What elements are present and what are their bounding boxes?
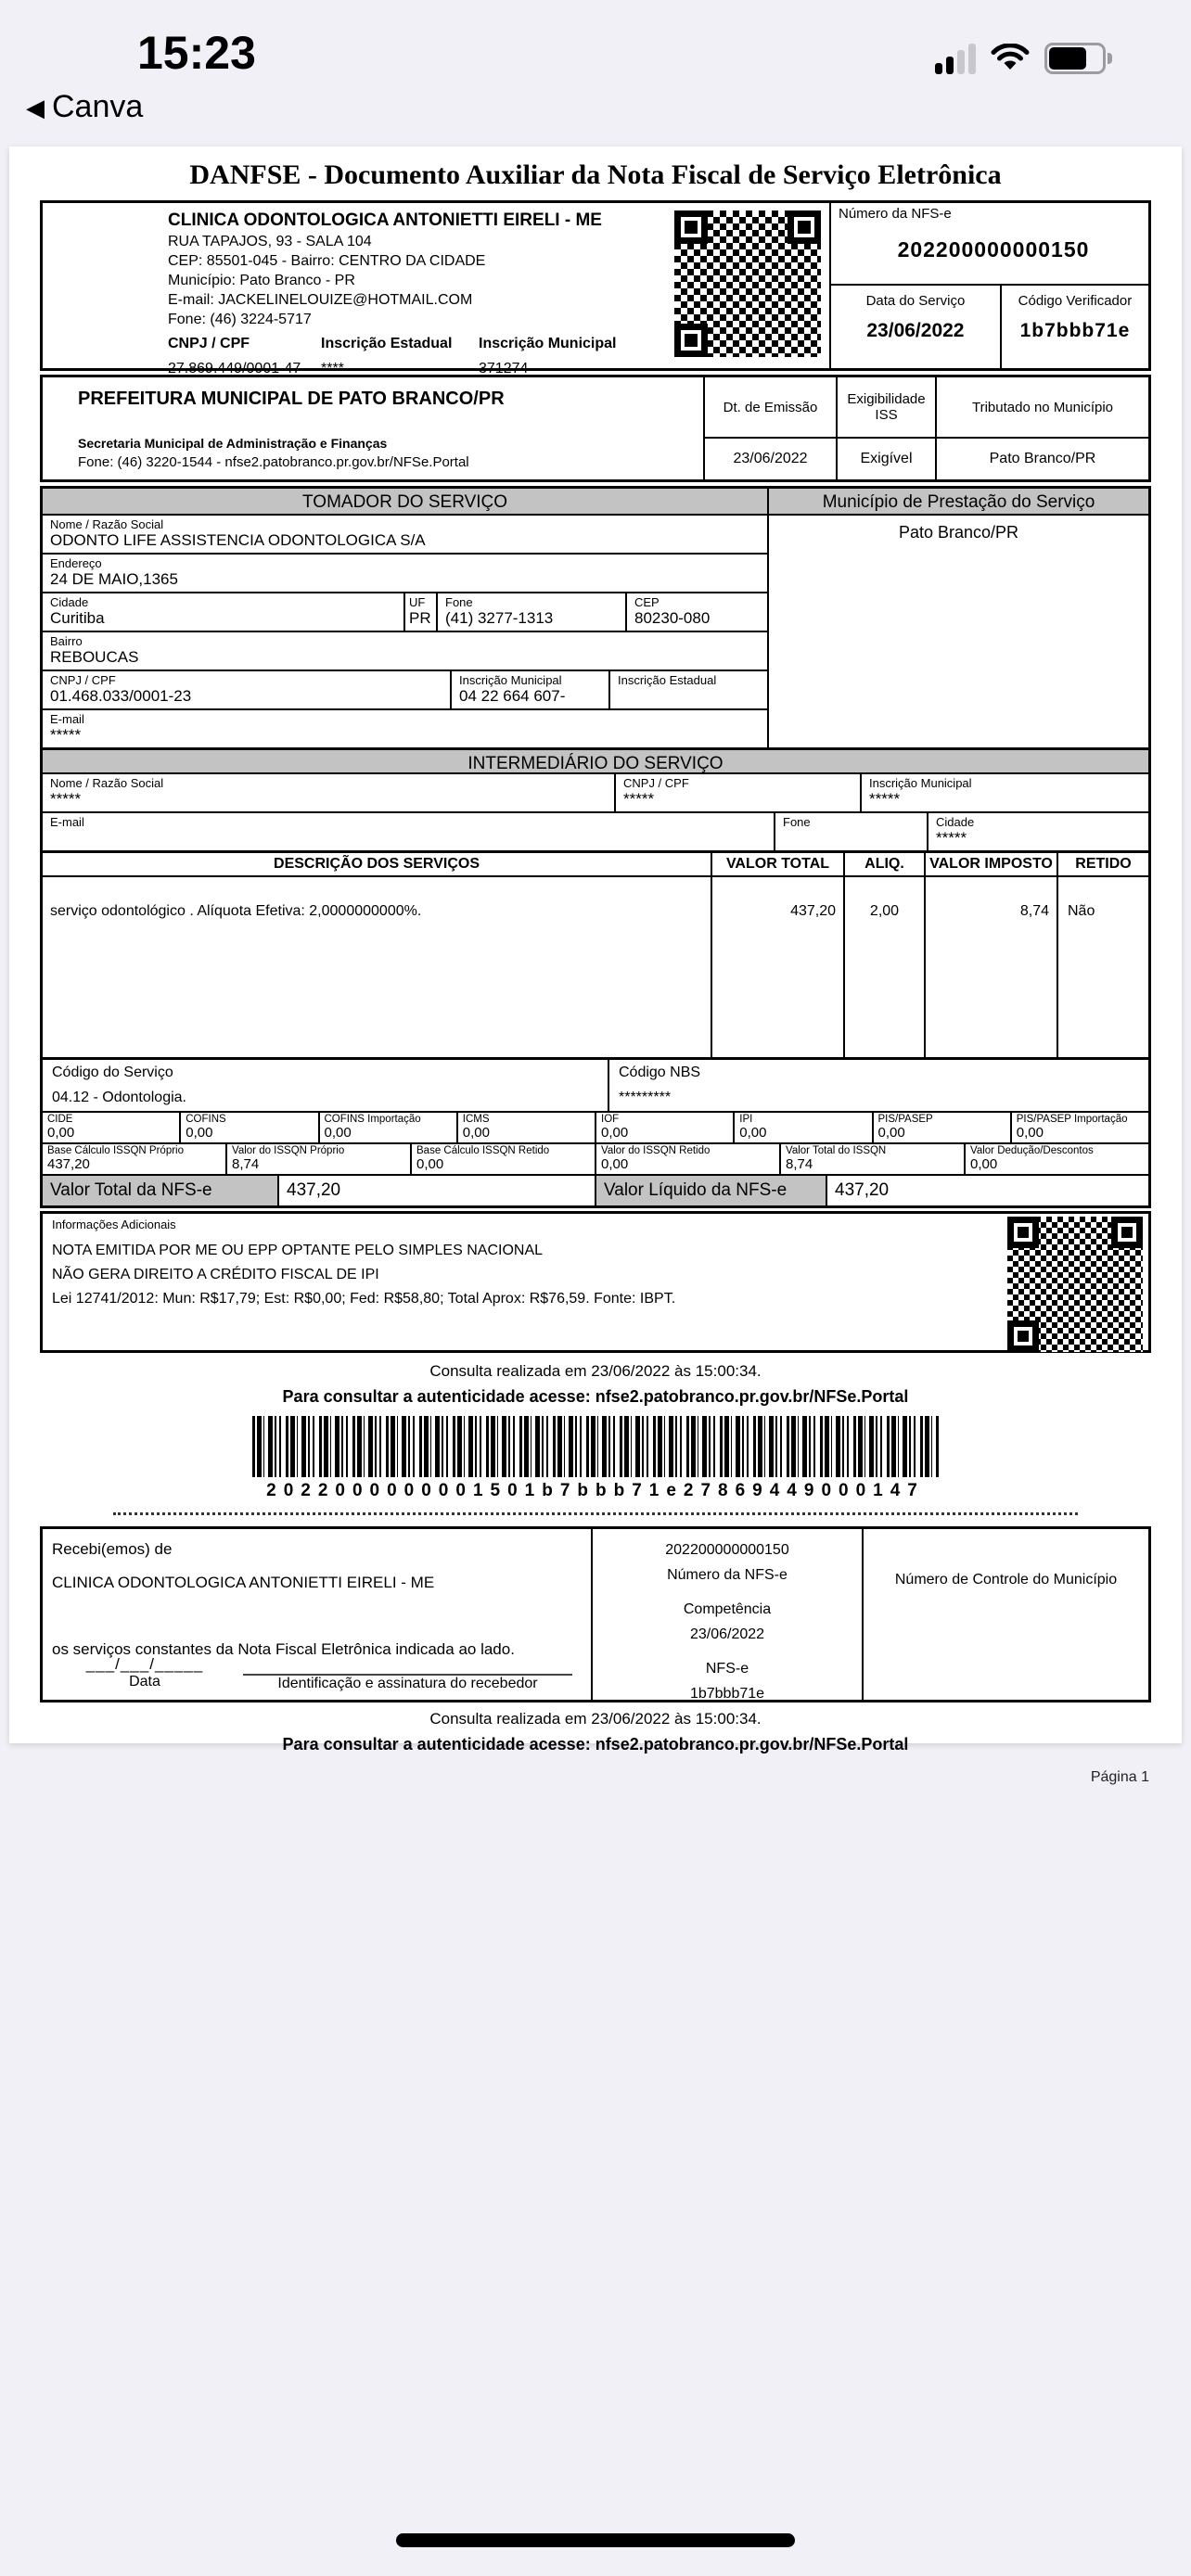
valor-total-issqn-label: Valor Total do ISSQN bbox=[786, 1145, 887, 1156]
tomador-cep: 80230-080 bbox=[634, 609, 711, 627]
tomador-email-label: E-mail bbox=[50, 712, 84, 726]
barcode bbox=[252, 1416, 939, 1477]
base-issqn-retido-value: 0,00 bbox=[416, 1156, 444, 1172]
intermediario-nome-label: Nome / Razão Social bbox=[50, 776, 164, 790]
tomador-uf-label: UF bbox=[409, 595, 426, 609]
intermediario-nome: ***** bbox=[50, 790, 82, 808]
servico-descricao: serviço odontológico . Alíquota Efetiva: 2,0000000000%. bbox=[50, 903, 422, 919]
consulta-realizada: Consulta realizada em 23/06/2022 às 15:00:34. bbox=[429, 1362, 762, 1380]
qr-code bbox=[1007, 1217, 1143, 1352]
col-descricao: DESCRIÇÃO DOS SERVIÇOS bbox=[274, 856, 480, 872]
servico-retido: Não bbox=[1057, 877, 1148, 1057]
provider-fone: Fone: (46) 3224-5717 bbox=[168, 312, 312, 327]
tomador-fone-label: Fone bbox=[445, 595, 473, 609]
wifi-icon bbox=[991, 44, 1030, 73]
codigo-servico-label: Código do Serviço bbox=[52, 1065, 173, 1080]
provider-im-value: 371274 bbox=[479, 361, 529, 376]
intermediario-fone-label: Fone bbox=[783, 815, 811, 829]
provider-header-box bbox=[40, 200, 1151, 376]
recibo-empresa: CLINICA ODONTOLOGICA ANTONIETTI EIRELI - ME bbox=[52, 1574, 435, 1591]
tomador-cnpj-label: CNPJ / CPF bbox=[50, 673, 116, 687]
intermediario-im-label: Inscrição Municipal bbox=[869, 776, 972, 790]
status-bar bbox=[0, 0, 1191, 93]
informacoes-adicionais-box bbox=[40, 1211, 1151, 1353]
pis-imp-value: 0,00 bbox=[1016, 1125, 1044, 1141]
exigibilidade-value: Exigível bbox=[838, 437, 935, 479]
tomador-cidade: Curitiba bbox=[50, 609, 105, 627]
prefeitura-nome: PREFEITURA MUNICIPAL DE PATO BRANCO/PR bbox=[78, 389, 505, 409]
tomador-im: 04 22 664 607- bbox=[459, 687, 566, 705]
pis-imp-label: PIS/PASEP Importação bbox=[1016, 1114, 1128, 1125]
base-issqn-retido-label: Base Cálculo ISSQN Retido bbox=[416, 1145, 550, 1156]
provider-email: E-mail: JACKELINELOUIZE@HOTMAIL.COM bbox=[168, 292, 473, 308]
valor-liquido-nfse-value: 437,20 bbox=[826, 1176, 1148, 1205]
cide-value: 0,00 bbox=[47, 1125, 75, 1141]
tomador-endereco: 24 DE MAIO,1365 bbox=[50, 570, 178, 588]
pdf-page bbox=[9, 147, 1182, 1785]
info-linha-simples-nacional: NOTA EMITIDA POR ME OU EPP OPTANTE PELO SIMPLES NACIONAL bbox=[52, 1243, 544, 1258]
numero-controle-label: Número de Controle do Município bbox=[894, 1572, 1118, 1588]
prefeitura-secretaria: Secretaria Municipal de Administração e Finanças bbox=[78, 436, 388, 451]
col-aliq: ALIQ. bbox=[843, 853, 924, 875]
valor-deducao-label: Valor Dedução/Descontos bbox=[970, 1145, 1094, 1156]
codigo-nbs-value: ********* bbox=[619, 1090, 672, 1105]
tomador-bairro: REBOUCAS bbox=[50, 648, 139, 666]
provider-ie-value: **** bbox=[321, 361, 344, 376]
codigo-nbs-label: Código NBS bbox=[619, 1065, 701, 1080]
cofins-value: 0,00 bbox=[186, 1125, 213, 1141]
pis-value: 0,00 bbox=[877, 1125, 905, 1141]
valor-total-issqn-value: 8,74 bbox=[786, 1156, 813, 1172]
recibo-nfse-codigo: 1b7bbb71e bbox=[689, 1686, 765, 1702]
valor-total-nfse-value: 437,20 bbox=[277, 1176, 595, 1205]
data-slots: ___/___/_____ bbox=[85, 1655, 204, 1673]
tributado-label: Tributado no Município bbox=[971, 399, 1114, 415]
back-app-label: Canva bbox=[52, 89, 144, 124]
provider-name: CLINICA ODONTOLOGICA ANTONIETTI EIRELI - ME bbox=[168, 210, 602, 230]
intermediario-email-label: E-mail bbox=[50, 815, 84, 829]
tomador-fone: (41) 3277-1313 bbox=[445, 609, 554, 627]
servicos-data-row bbox=[43, 875, 1148, 1057]
nfse-number-value: 202200000000150 bbox=[897, 237, 1090, 261]
codigo-row bbox=[43, 1057, 1148, 1111]
iof-label: IOF bbox=[601, 1114, 620, 1125]
provider-address: RUA TAPAJOS, 93 - SALA 104 bbox=[168, 234, 372, 249]
tomador-endereco-label: Endereço bbox=[50, 556, 102, 570]
valor-total-nfse-label: Valor Total da NFS-e bbox=[43, 1176, 277, 1205]
recibo-numero-label: Número da NFS-e bbox=[667, 1567, 788, 1583]
intermediario-header: INTERMEDIÁRIO DO SERVIÇO bbox=[43, 747, 1148, 774]
cofins-label: COFINS bbox=[186, 1114, 226, 1125]
emissao-value: 23/06/2022 bbox=[705, 437, 836, 479]
tomador-cep-label: CEP bbox=[634, 595, 660, 609]
nfse-number-label: Número da NFS-e bbox=[839, 206, 952, 222]
logo-space bbox=[43, 203, 168, 368]
recibo-numero: 202200000000150 bbox=[665, 1542, 789, 1558]
cofins-imp-label: COFINS Importação bbox=[324, 1114, 421, 1125]
tomador-ie-label: Inscrição Estadual bbox=[618, 673, 717, 687]
intermediario-cidade-label: Cidade bbox=[936, 815, 975, 829]
icms-label: ICMS bbox=[462, 1114, 490, 1125]
pis-label: PIS/PASEP bbox=[877, 1114, 933, 1125]
tomador-header: TOMADOR DO SERVIÇO bbox=[43, 489, 767, 516]
verifier-code-label: Código Verificador bbox=[1018, 293, 1133, 309]
provider-im-label: Inscrição Municipal bbox=[479, 336, 617, 351]
municipio-prestacao-header: Município de Prestação do Serviço bbox=[769, 489, 1148, 516]
ipi-label: IPI bbox=[739, 1114, 753, 1125]
recibo-box bbox=[40, 1526, 1151, 1702]
cofins-imp-value: 0,00 bbox=[324, 1125, 352, 1141]
intermediario-cidade: ***** bbox=[936, 829, 967, 847]
provider-ie-label: Inscrição Estadual bbox=[321, 336, 453, 351]
info-linha-lei: Lei 12741/2012: Mun: R$17,79; Est: R$0,00; Fed: R$58,80; Total Aprox: R$76,59. Fonte: IBPT. bbox=[52, 1291, 676, 1307]
assinatura-line bbox=[243, 1655, 572, 1676]
page-number: Página 1 bbox=[1090, 1769, 1149, 1785]
cide-label: CIDE bbox=[47, 1114, 73, 1125]
recibo-competencia-label: Competência bbox=[683, 1601, 772, 1617]
issqn-row bbox=[43, 1142, 1148, 1174]
consulta-autenticidade-rodape: Para consultar a autenticidade acesse: nfse2.patobranco.pr.gov.br/NFSe.Portal bbox=[282, 1735, 909, 1753]
impostos-federais-row bbox=[43, 1111, 1148, 1142]
servico-valor-total: 437,20 bbox=[711, 877, 843, 1057]
back-to-app-button[interactable] bbox=[26, 89, 143, 125]
valor-liquido-nfse-label: Valor Líquido da NFS-e bbox=[595, 1176, 826, 1205]
prefeitura-fone: Fone: (46) 3220-1544 - nfse2.patobranco.pr.gov.br/NFSe.Portal bbox=[78, 454, 469, 470]
qr-code bbox=[674, 210, 821, 357]
municipio-prestacao-value: Pato Branco/PR bbox=[898, 523, 1019, 542]
home-indicator[interactable] bbox=[396, 2533, 795, 2547]
base-issqn-proprio-label: Base Cálculo ISSQN Próprio bbox=[47, 1145, 185, 1156]
tomador-email: ***** bbox=[50, 726, 82, 744]
valor-issqn-retido-value: 0,00 bbox=[601, 1156, 629, 1172]
assinatura-label: Identificação e assinatura do recebedor bbox=[277, 1676, 538, 1691]
tomador-nome: ODONTO LIFE ASSISTENCIA ODONTOLOGICA S/A bbox=[50, 531, 426, 549]
tomador-bairro-label: Bairro bbox=[50, 634, 83, 648]
barcode-number: 2022000000001501b7bbb71e27869449000147 bbox=[266, 1481, 925, 1500]
tomador-uf: PR bbox=[409, 609, 431, 627]
emissao-label: Dt. de Emissão bbox=[723, 399, 818, 415]
provider-cnpj-value: 27.869.449/0001-47 bbox=[168, 361, 301, 376]
tributado-value: Pato Branco/PR bbox=[937, 437, 1148, 479]
servico-valor-imposto: 8,74 bbox=[924, 877, 1057, 1057]
prefeitura-box bbox=[40, 375, 1151, 482]
consulta-info-rodape bbox=[40, 1710, 1151, 1754]
intermediario-im: ***** bbox=[869, 790, 901, 808]
servicos-header-row bbox=[43, 850, 1148, 875]
intermediario-cnpj-label: CNPJ / CPF bbox=[623, 776, 689, 790]
consulta-realizada-rodape: Consulta realizada em 23/06/2022 às 15:00:34. bbox=[429, 1710, 762, 1728]
data-label: Data bbox=[129, 1674, 160, 1690]
recibo-texto: os serviços constantes da Nota Fiscal Eletrônica indicada ao lado. bbox=[52, 1640, 515, 1658]
document-title: DANFSE - Documento Auxiliar da Nota Fiscal de Serviço Eletrônica bbox=[189, 159, 1002, 190]
informacoes-adicionais-label: Informações Adicionais bbox=[52, 1218, 176, 1231]
iof-value: 0,00 bbox=[601, 1125, 629, 1141]
provider-cnpj-label: CNPJ / CPF bbox=[168, 336, 250, 351]
battery-icon bbox=[1044, 43, 1106, 74]
status-time: 15:23 bbox=[137, 27, 256, 79]
tomador-cnpj: 01.468.033/0001-23 bbox=[50, 687, 192, 705]
col-valor-total: VALOR TOTAL bbox=[711, 853, 843, 875]
consulta-autenticidade: Para consultar a autenticidade acesse: nfse2.patobranco.pr.gov.br/NFSe.Portal bbox=[282, 1387, 909, 1406]
tomador-im-label: Inscrição Municipal bbox=[459, 673, 562, 687]
valor-issqn-proprio-value: 8,74 bbox=[232, 1156, 260, 1172]
verifier-code-value: 1b7bbb71e bbox=[1019, 320, 1131, 341]
valor-issqn-retido-label: Valor do ISSQN Retido bbox=[601, 1145, 711, 1156]
provider-cep: CEP: 85501-045 - Bairro: CENTRO DA CIDADE bbox=[168, 253, 486, 269]
intermediario-cnpj: ***** bbox=[623, 790, 655, 808]
recibo-competencia: 23/06/2022 bbox=[689, 1626, 765, 1642]
totais-row bbox=[43, 1174, 1148, 1205]
servico-aliq: 2,00 bbox=[843, 877, 924, 1057]
valor-deducao-value: 0,00 bbox=[970, 1156, 998, 1172]
codigo-servico-value: 04.12 - Odontologia. bbox=[52, 1090, 186, 1105]
exigibilidade-label: Exigibilidade ISS bbox=[847, 391, 926, 423]
consulta-info bbox=[40, 1362, 1151, 1407]
provider-municipio: Município: Pato Branco - PR bbox=[168, 273, 355, 288]
tomador-cidade-label: Cidade bbox=[50, 595, 89, 609]
base-issqn-proprio-value: 437,20 bbox=[47, 1156, 90, 1172]
col-retido: RETIDO bbox=[1057, 853, 1148, 875]
cellular-signal-icon bbox=[935, 43, 976, 74]
valor-issqn-proprio-label: Valor do ISSQN Próprio bbox=[232, 1145, 345, 1156]
back-triangle-icon: ◀ bbox=[26, 93, 45, 121]
icms-value: 0,00 bbox=[462, 1125, 490, 1141]
recibo-nfse-label: NFS-e bbox=[705, 1661, 749, 1677]
tomador-nome-label: Nome / Razão Social bbox=[50, 517, 164, 531]
main-table-box bbox=[40, 486, 1151, 1208]
recebi-label: Recebi(emos) de bbox=[52, 1540, 173, 1558]
service-date-label: Data do Serviço bbox=[865, 293, 966, 309]
info-linha-credito-ipi: NÃO GERA DIREITO A CRÉDITO FISCAL DE IPI bbox=[52, 1267, 379, 1282]
cut-separator bbox=[113, 1512, 1078, 1515]
ipi-value: 0,00 bbox=[739, 1125, 767, 1141]
service-date-value: 23/06/2022 bbox=[866, 320, 965, 341]
col-valor-imposto: VALOR IMPOSTO bbox=[924, 853, 1057, 875]
